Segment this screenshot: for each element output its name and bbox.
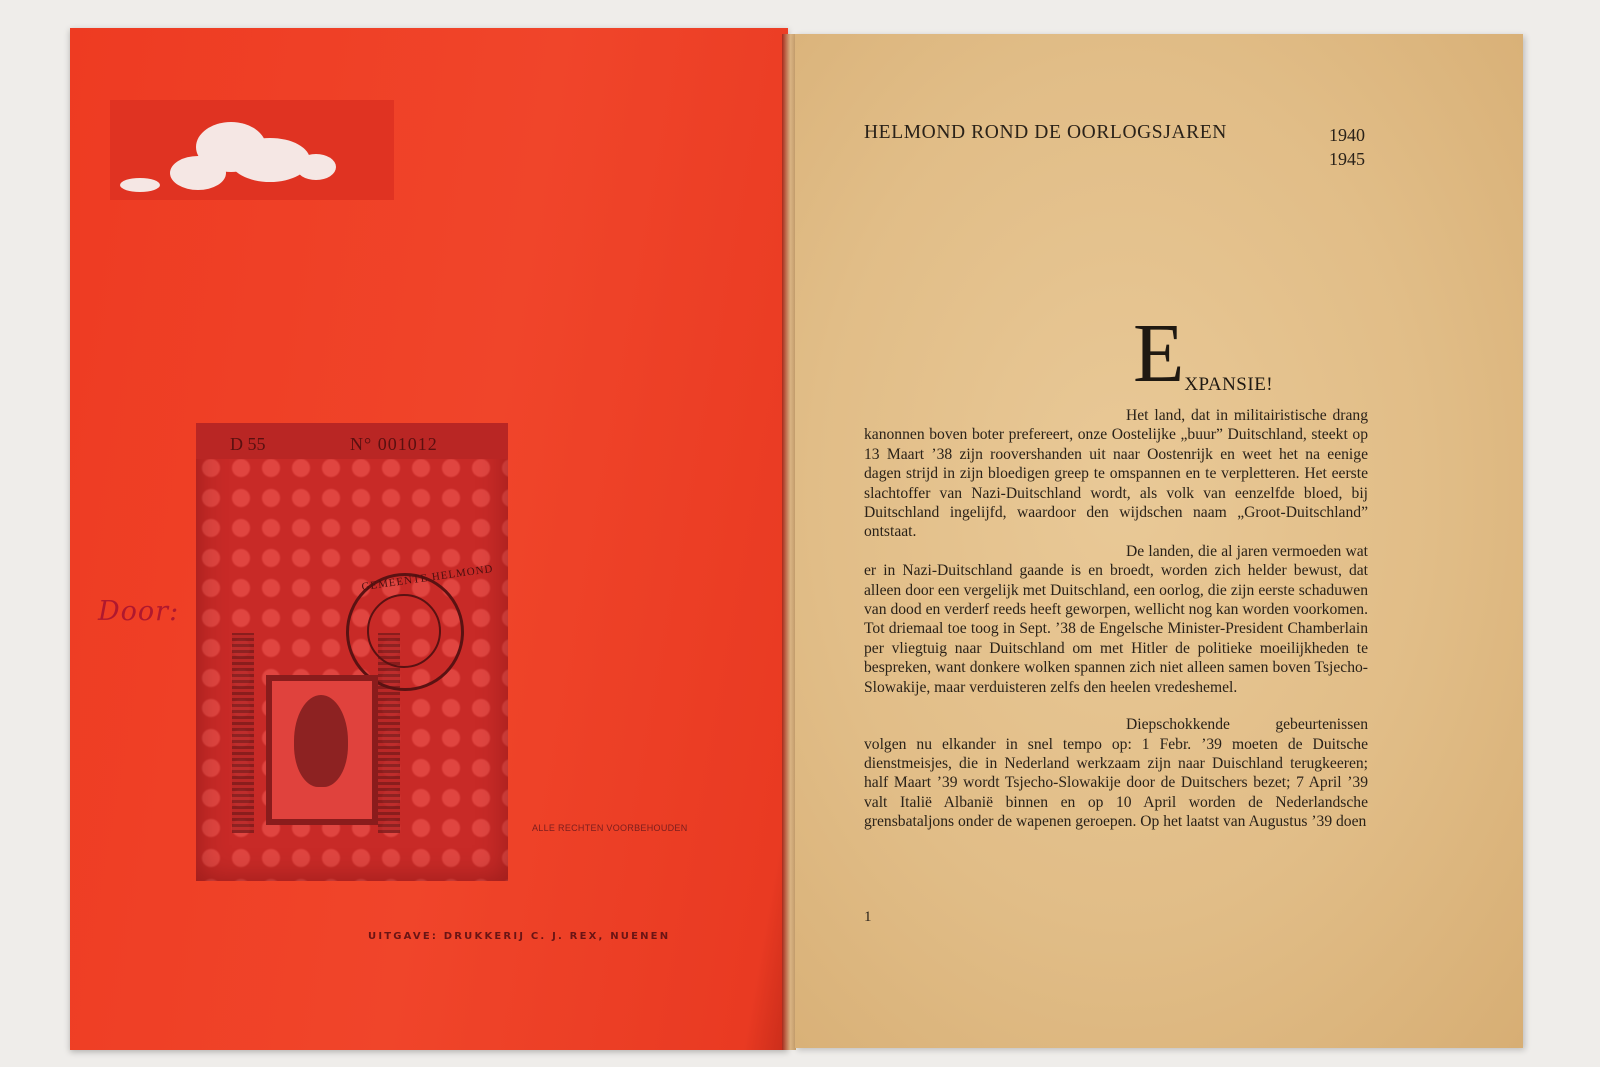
municipal-stamp bbox=[346, 562, 495, 691]
torn-label-patch bbox=[110, 100, 394, 200]
id-card-photo-frame bbox=[266, 675, 378, 825]
body-text bbox=[864, 406, 1368, 832]
paragraph: Diepschokkende gebeurtenissen volgen nu elkander in snel tempo op: 1 Febr. ’39 moeten de Duitsche dienstmeisjes, die in Nederland werkzaam zijn naar Duischland terugkeeren; half Maart ’39 wordt Tsjecho-Slowakije door de Duitschers bezet; 7 April ’39 valt Italië Albanië binnen en op 10 April worden de Nederlandsche grensbataljons onder de wapenen geroepen. Op het laatst van Augustus ’39 doen bbox=[864, 716, 1368, 831]
rights-notice: ALLE RECHTEN VOORBEHOUDEN bbox=[532, 823, 688, 833]
stamp-text: GEMEENTE HELMOND bbox=[360, 562, 495, 594]
heading-rest: XPANSIE! bbox=[1184, 374, 1274, 395]
right-page-text bbox=[795, 34, 1523, 1048]
drop-cap: E bbox=[1133, 307, 1185, 400]
year-end: 1945 bbox=[1329, 149, 1365, 169]
door-label: Door: bbox=[98, 596, 180, 627]
publisher-line: UITGAVE: DRUKKERIJ C. J. REX, NUENEN bbox=[368, 931, 671, 942]
book-spine bbox=[782, 34, 796, 1050]
paragraph: De landen, die al jaren vermoeden wat er in Nazi-Duitschland gaande is en broedt, worden zich helder bewust, dat alleen door een vergelijk met Duitschland, een oorlog, die zijn eerste schaduwen van dood en verderf reeds heeft geworpen, wellicht nog kan worden voorkomen. Tot driemaal toe toog in Sept. ’38 de Engelsche Minister-President Chamberlain per vliegtuig naar Duitschland om met Hitler de politieke moeilijkheden te bespreken, want donkere wolken spannen zich niet alleen samen boven Tsjecho-Slowakije, maar verduisteren zelfs den heelen vredeshemel. bbox=[864, 542, 1368, 696]
identity-card-image bbox=[196, 423, 508, 881]
running-title: HELMOND ROND DE OORLOGSJAREN bbox=[864, 122, 1227, 143]
year-start: 1940 bbox=[1329, 125, 1365, 145]
year-range bbox=[1329, 123, 1365, 171]
chapter-heading bbox=[1133, 307, 1274, 400]
page-number: 1 bbox=[864, 909, 872, 925]
id-card-number: N° 001012 bbox=[350, 434, 438, 454]
left-page-cover bbox=[70, 28, 788, 1050]
id-card-header bbox=[196, 423, 508, 459]
fingerprint-icon bbox=[294, 695, 348, 787]
id-card-series: D 55 bbox=[230, 434, 266, 454]
id-card-side-strip bbox=[232, 633, 254, 833]
paragraph: Het land, dat in militairistische drang kanonnen boven boter prefereert, onze Oostelijke „buur” Duitschland, steekt op 13 Maart ’38 zijn roovershanden uit naar Oostenrijk en weet het na eenige dagen strijd in zijn bloedigen greep te omspannen en te verpletteren. Het eerste slachtoffer van Nazi-Duitschland wordt, als volk van eenzelfde bloed, bij Duitschland ingelijfd, waardoor den wijdschen naam „Groot-Duitschland” ontstaat. bbox=[864, 407, 1368, 541]
